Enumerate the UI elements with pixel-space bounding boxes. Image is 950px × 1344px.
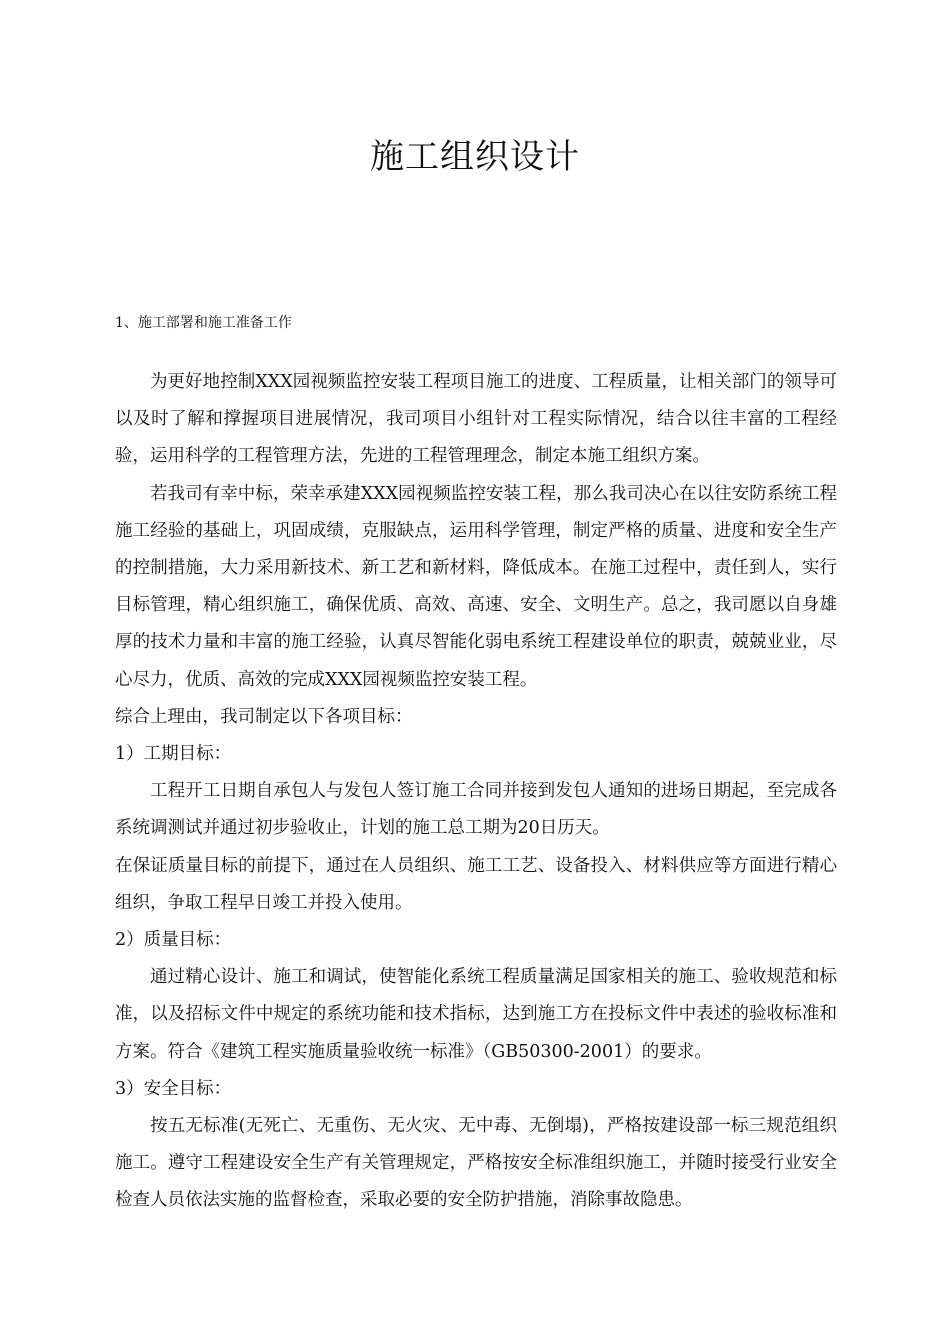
document-body [115, 364, 837, 1220]
paragraph: 在保证质量目标的前提下，通过在人员组织、施工工艺、设备投入、材料供应等方面进行精心组织，争取工程早日竣工并投入使用。 [115, 855, 837, 913]
paragraph: 综合上理由，我司制定以下各项目标： [115, 706, 413, 727]
section-heading: 1、施工部署和施工准备工作 [115, 315, 292, 331]
paragraph: 为更好地控制XXX园视频监控安装工程项目施工的进度、工程质量，让相关部门的领导可以及时了解和撑握项目进展情况，我司项目小组针对工程实际情况，结合以往丰富的工程经验，运用科学的工程管理方法，先进的工程管理理念，制定本施工组织方案。 [115, 372, 837, 467]
paragraph: 按五无标准(无死亡、无重伤、无火灾、无中毒、无倒塌)，严格按建设部一标三规范组织施工。遵守工程建设安全生产有关管理规定，严格按安全标准组织施工，并随时接受行业安全检查人员依法实施的监督检查，采取必要的安全防护措施，消除事故隐患。 [115, 1116, 837, 1211]
subheading-schedule: 1）工期目标： [115, 744, 232, 765]
subheading-safety: 3）安全目标： [115, 1078, 232, 1099]
paragraph: 若我司有幸中标，荣幸承建XXX园视频监控安装工程，那么我司决心在以往安防系统工程施工经验的基础上，巩固成绩，克服缺点，运用科学管理，制定严格的质量、进度和安全生产的控制措施，大力采用新技术、新工艺和新材料，降低成本。在施工过程中，责任到人，实行目标管理，精心组织施工，确保优质、高效、高速、安全、文明生产。总之，我司愿以自身雄厚的技术力量和丰富的施工经验，认真尽智能化弱电系统工程建设单位的职责，兢兢业业，尽心尽力，优质、高效的完成XXX园视频监控安装工程。 [115, 483, 837, 690]
subheading-quality: 2）质量目标： [115, 930, 232, 951]
document-title: 施工组织设计 [370, 137, 580, 177]
paragraph: 工程开工日期自承包人与发包人签订施工合同并接到发包人通知的进场日期起，至完成各系统调测试并通过初步验收止，计划的施工总工期为20日历天。 [115, 781, 837, 839]
paragraph: 通过精心设计、施工和调试，使智能化系统工程质量满足国家相关的施工、验收规范和标准，以及招标文件中规定的系统功能和技术指标，达到施工方在投标文件中表述的验收标准和方案。符合《建筑工程实施质量验收统一标准》（GB50300-2001）的要求。 [115, 967, 837, 1062]
